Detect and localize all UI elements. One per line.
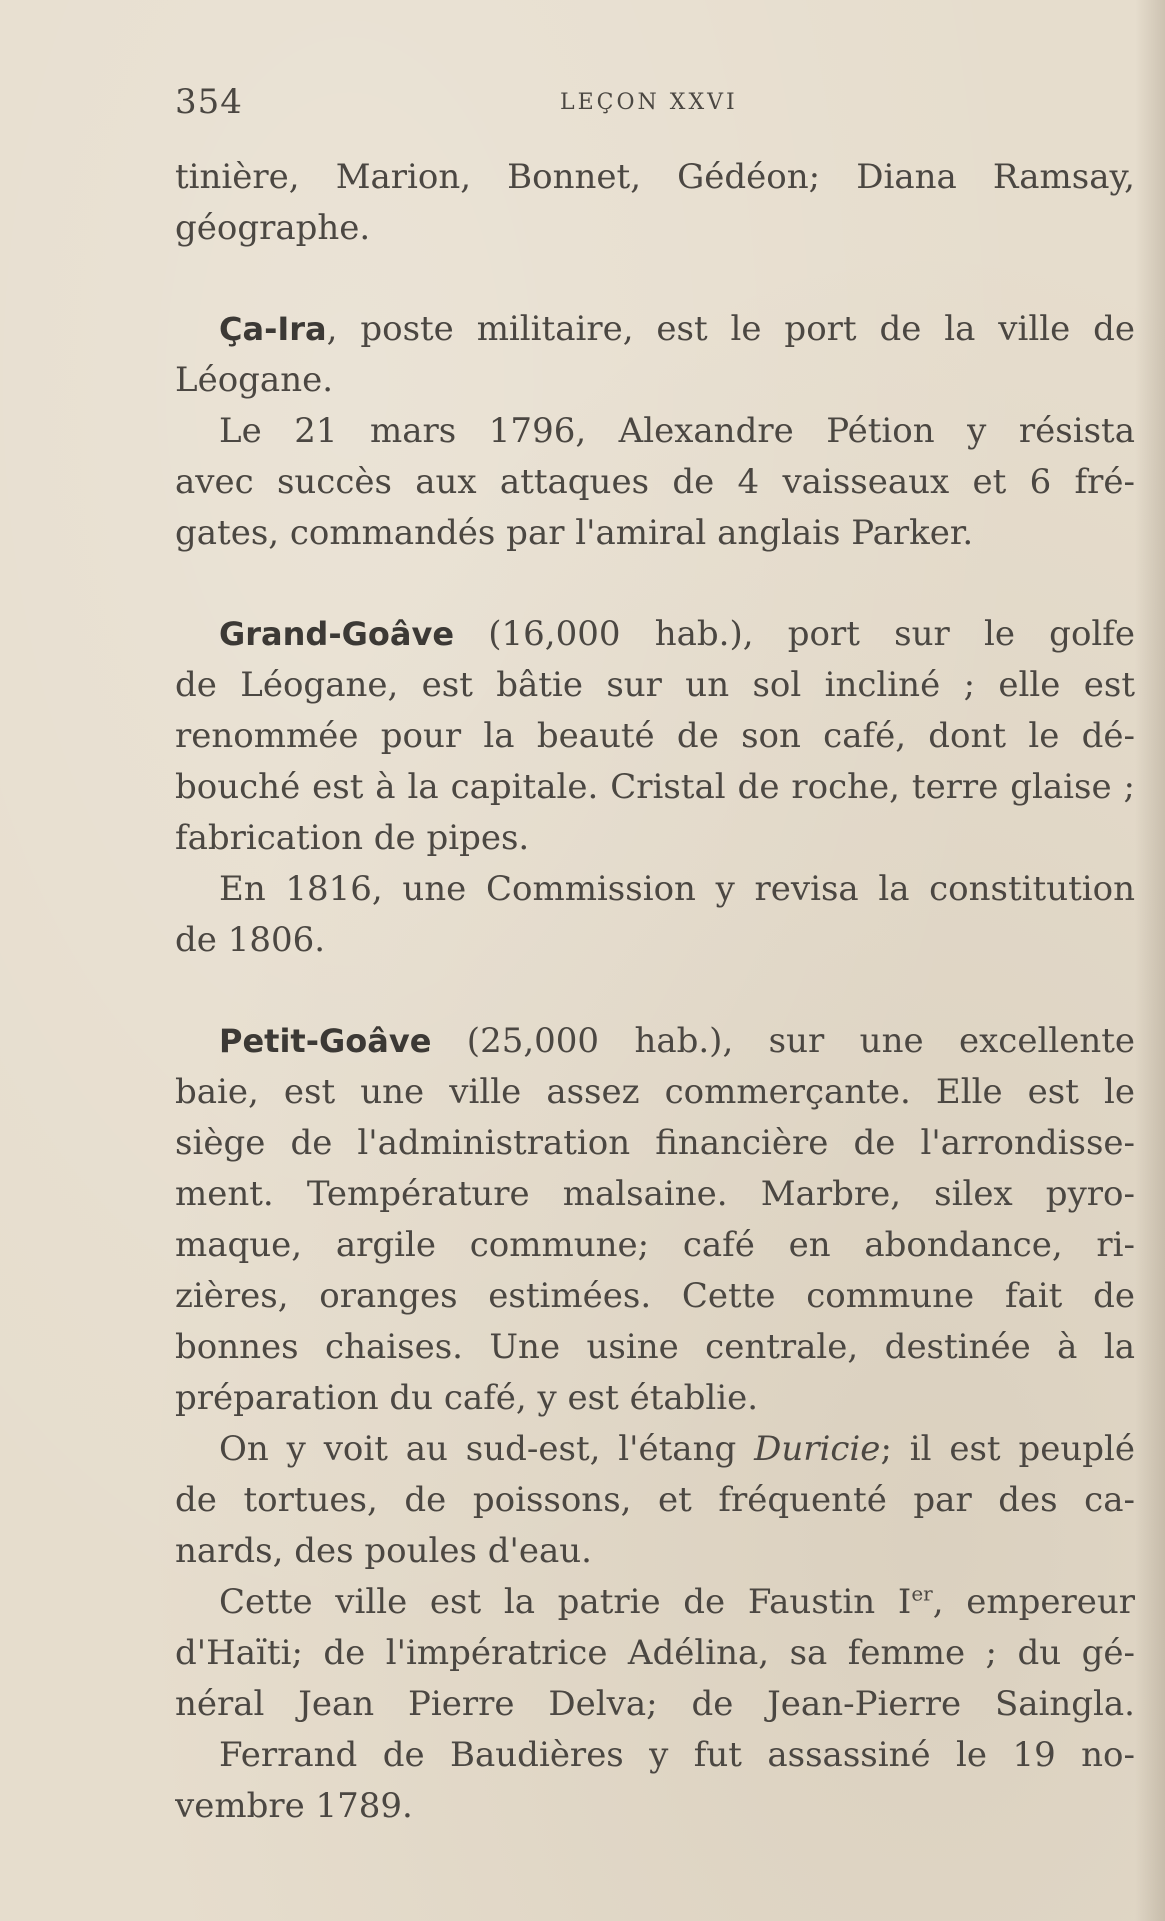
text-line: tinière, Marion, Bonnet, Gédéon; Diana Ramsay, [175,157,1135,197]
text-line: siège de l'administration financière de l'arrondisse- [175,1123,1135,1163]
text-line: géographe. [175,208,371,248]
text-line: d'Haïti; de l'impératrice Adélina, sa femme ; du gé- [175,1633,1135,1673]
text-line: de tortues, de poissons, et fréquenté par des ca- [175,1480,1135,1520]
text-line: Léogane. [175,360,334,400]
text-line: Ferrand de Baudières y fut assassiné le 19 no- [219,1735,1135,1775]
text-line: avec succès aux attaques de 4 vaisseaux et 6 fré- [175,462,1135,502]
text-line: bouché est à la capitale. Cristal de roche, terre glaise ; [175,767,1135,807]
text-line [175,304,1135,355]
text-line [175,609,1135,660]
italic-place-name: Duricie [754,1429,881,1469]
text-line: Le 21 mars 1796, Alexandre Pétion y résista [219,411,1135,451]
text-span: (25,000 hab.), sur une excellente [431,1021,1135,1061]
text-span: (16,000 hab.), port sur le golfe [454,614,1135,654]
text-span: On y voit au sud-est, l'étang [219,1429,755,1469]
page-number: 354 [175,82,243,122]
place-heading-ca-ira: Ça-Ira [219,310,327,348]
text-span: ; il est peuplé [880,1429,1135,1469]
text-line: En 1816, une Commission y revisa la constitution [219,869,1135,909]
text-line: zières, oranges estimées. Cette commune fait de [175,1276,1135,1316]
text-line: maque, argile commune; café en abondance, ri- [175,1225,1135,1265]
text-line: fabrication de pipes. [175,818,530,858]
text-line: de 1806. [175,920,326,960]
place-heading-petit-goave: Petit-Goâve [219,1022,432,1060]
page-body [175,152,1135,1832]
text-line: préparation du café, y est établie. [175,1378,759,1418]
superscript: er [911,1581,933,1606]
text-line: ment. Température malsaine. Marbre, silex pyro- [175,1174,1135,1214]
text-line: gates, commandés par l'amiral anglais Parker. [175,513,974,553]
text-line: baie, est une ville assez commerçante. Elle est le [175,1072,1135,1112]
text-line [175,1016,1135,1067]
running-title: LEÇON XXVI [560,90,738,115]
text-line: nards, des poules d'eau. [175,1531,592,1571]
text-span: , poste militaire, est le port de la ville de [326,309,1135,349]
text-line: bonnes chaises. Une usine centrale, destinée à la [175,1327,1135,1367]
text-span: Cette ville est la patrie de Faustin I [219,1582,912,1622]
text-line: renommée pour la beauté de son café, dont le dé- [175,716,1135,756]
text-span: , empereur [932,1582,1135,1622]
text-line [175,1424,1135,1475]
page-edge-shadow [1135,0,1165,1921]
page-header [175,82,1135,132]
place-heading-grand-goave: Grand-Goâve [219,615,455,653]
text-line: de Léogane, est bâtie sur un sol incliné ; elle est [175,665,1135,705]
text-line [175,1577,1135,1628]
text-line: néral Jean Pierre Delva; de Jean-Pierre Sainglа. [175,1684,1135,1724]
text-line: vembre 1789. [175,1786,413,1826]
